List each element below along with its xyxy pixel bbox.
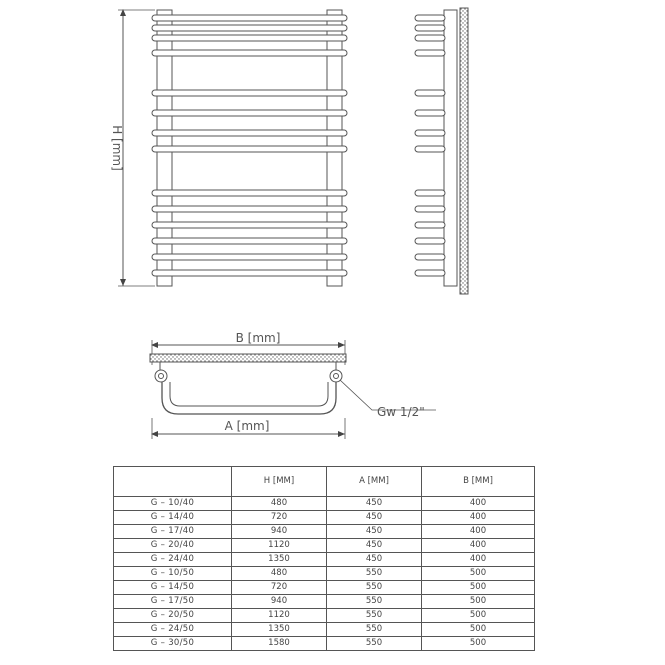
towel-bar — [152, 130, 347, 136]
model: G – 17/40 — [114, 525, 232, 539]
left-connection — [155, 370, 167, 382]
towel-bar — [152, 25, 347, 31]
towel-bar — [152, 35, 347, 41]
side-bar — [415, 206, 445, 212]
plan-view — [150, 340, 436, 439]
header-b: B [MM] — [422, 467, 535, 497]
model: G – 20/50 — [114, 609, 232, 623]
table-row — [114, 623, 535, 637]
b-value: 500 — [422, 581, 535, 595]
a-label: A [mm] — [224, 419, 270, 433]
a-value: 550 — [327, 581, 422, 595]
h-value: 480 — [232, 567, 327, 581]
model: G – 17/50 — [114, 595, 232, 609]
b-label: B [mm] — [235, 331, 281, 345]
a-value: 550 — [327, 623, 422, 637]
a-value: 550 — [327, 595, 422, 609]
table-row — [114, 497, 535, 511]
towel-bar — [152, 110, 347, 116]
b-value: 400 — [422, 525, 535, 539]
h-value: 1350 — [232, 553, 327, 567]
side-bar — [415, 90, 445, 96]
front-view — [118, 10, 347, 286]
table-row — [114, 525, 535, 539]
h-value: 1580 — [232, 637, 327, 651]
towel-bar — [152, 50, 347, 56]
b-value: 500 — [422, 567, 535, 581]
h-value: 1120 — [232, 539, 327, 553]
model: G – 10/50 — [114, 567, 232, 581]
side-bar — [415, 190, 445, 196]
model: G – 24/40 — [114, 553, 232, 567]
towel-bar — [152, 15, 347, 21]
header-a: A [MM] — [327, 467, 422, 497]
towel-bar — [152, 90, 347, 96]
side-bar — [415, 50, 445, 56]
model: G – 14/50 — [114, 581, 232, 595]
towel-bar — [152, 206, 347, 212]
b-value: 500 — [422, 595, 535, 609]
b-value: 400 — [422, 511, 535, 525]
table-row — [114, 539, 535, 553]
h-value: 720 — [232, 581, 327, 595]
model: G – 20/40 — [114, 539, 232, 553]
side-bar — [415, 270, 445, 276]
model: G – 30/50 — [114, 637, 232, 651]
b-value: 500 — [422, 623, 535, 637]
b-value: 500 — [422, 637, 535, 651]
header-model — [114, 467, 232, 497]
bar-loop-outer — [162, 378, 336, 414]
b-value: 400 — [422, 497, 535, 511]
connection-label: Gw 1/2" — [377, 405, 425, 419]
a-value: 450 — [327, 553, 422, 567]
h-value: 1120 — [232, 609, 327, 623]
table-row — [114, 595, 535, 609]
towel-bar — [152, 146, 347, 152]
a-value: 450 — [327, 525, 422, 539]
side-view — [415, 8, 468, 294]
bar-loop-inner — [170, 382, 328, 406]
table-row — [114, 637, 535, 651]
a-value: 450 — [327, 497, 422, 511]
a-value: 550 — [327, 637, 422, 651]
side-bar — [415, 238, 445, 244]
table-row — [114, 567, 535, 581]
side-bar — [415, 130, 445, 136]
a-value: 550 — [327, 609, 422, 623]
h-value: 720 — [232, 511, 327, 525]
table-header-row — [114, 467, 535, 497]
table-row — [114, 511, 535, 525]
side-bar — [415, 222, 445, 228]
side-bars — [415, 15, 445, 276]
model: G – 10/40 — [114, 497, 232, 511]
wall-section — [460, 8, 468, 294]
b-value: 400 — [422, 553, 535, 567]
a-value: 450 — [327, 511, 422, 525]
side-bar — [415, 146, 445, 152]
towel-bar — [152, 222, 347, 228]
table-row — [114, 581, 535, 595]
towel-bars — [152, 15, 347, 276]
h-value: 1350 — [232, 623, 327, 637]
side-bar — [415, 35, 445, 41]
towel-bar — [152, 270, 347, 276]
b-value: 500 — [422, 609, 535, 623]
side-bar — [415, 15, 445, 21]
dimensions-table — [113, 466, 535, 651]
h-value: 480 — [232, 497, 327, 511]
towel-bar — [152, 238, 347, 244]
b-value: 400 — [422, 539, 535, 553]
h-value: 940 — [232, 595, 327, 609]
model: G – 24/50 — [114, 623, 232, 637]
wall-plan — [150, 354, 346, 362]
side-bar — [415, 110, 445, 116]
table-row — [114, 609, 535, 623]
height-label: H [mm] — [110, 125, 124, 171]
a-value: 550 — [327, 567, 422, 581]
header-h: H [MM] — [232, 467, 327, 497]
a-value: 450 — [327, 539, 422, 553]
side-rail — [444, 10, 457, 286]
h-value: 940 — [232, 525, 327, 539]
side-bar — [415, 25, 445, 31]
towel-bar — [152, 254, 347, 260]
table-row — [114, 553, 535, 567]
model: G – 14/40 — [114, 511, 232, 525]
towel-bar — [152, 190, 347, 196]
side-bar — [415, 254, 445, 260]
